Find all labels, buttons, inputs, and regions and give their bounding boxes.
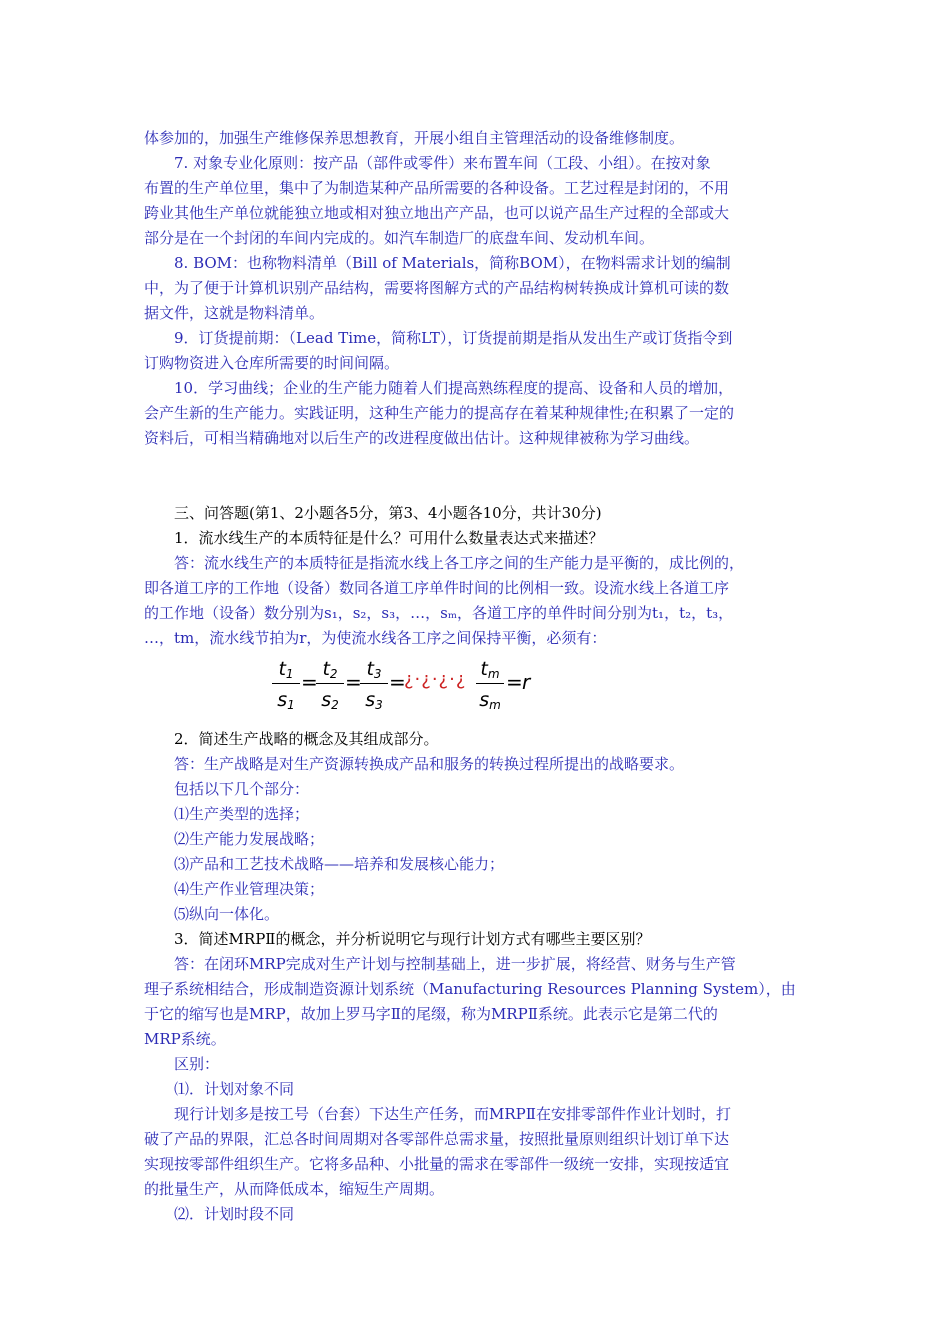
text-line: ⑶产品和工艺技术战略——培养和发展核心能力； xyxy=(174,855,505,873)
text-line: 布置的生产单位里，集中了为制造某种产品所需要的各种设备。工艺过程是封闭的，不用 xyxy=(144,179,730,197)
fraction-t1-s1: $\frac{t_1}{s_1}$ xyxy=(272,655,300,712)
equals-sign: = xyxy=(389,670,406,694)
text-line: ⑵．计划时段不同 xyxy=(174,1205,295,1223)
text-line: MRP系统。 xyxy=(144,1030,226,1048)
text-line: 区别： xyxy=(174,1055,220,1073)
text-line: 据文件，这就是物料清单。 xyxy=(144,304,325,322)
document-page xyxy=(144,126,812,1227)
text-line: 1．流水线生产的本质特征是什么？可用什么数量表达式来描述？ xyxy=(174,529,604,547)
text-line: ⑴．计划对象不同 xyxy=(174,1080,295,1098)
text-line: 10．学习曲线；企业的生产能力随着人们提高熟练程度的提高、设备和人员的增加， xyxy=(174,379,734,397)
text-line: 于它的缩写也是MRP，故加上罗马字Ⅱ的尾缀，称为MRPⅡ系统。此表示它是第二代的 xyxy=(144,1005,718,1023)
text-line: 答：生产战略是对生产资源转换成产品和服务的转换过程所提出的战略要求。 xyxy=(174,755,685,773)
text-line: …，tm，流水线节拍为r，为使流水线各工序之间保持平衡，必须有： xyxy=(144,629,607,647)
text-line: 中，为了便于计算机识别产品结构，需要将图解方式的产品结构树转换成计算机可读的数 xyxy=(144,279,730,297)
text-line: 部分是在一个封闭的车间内完成的。如汽车制造厂的底盘车间、发动机车间。 xyxy=(144,229,655,247)
text-line: 理子系统相结合，形成制造资源计划系统（Manufacturing Resources Planning System），由 xyxy=(144,980,796,998)
fraction-tm-sm: $\frac{t_m}{s_m}$ xyxy=(476,655,504,712)
text-line: ⑸纵向一体化。 xyxy=(174,905,280,923)
equals-sign: = xyxy=(345,670,362,694)
text-line: 即各道工序的工作地（设备）数同各道工序单件时间的比例相一致。设流水线上各道工序 xyxy=(144,579,730,597)
text-line: 3．简述MRPⅡ的概念，并分析说明它与现行计划方式有哪些主要区别？ xyxy=(174,930,651,948)
text-line: 8. BOM：也称物料清单（Bill of Materials，简称BOM），在物料需求计划的编制 xyxy=(174,254,731,272)
text-line: 跨业其他生产单位就能独立地或相对独立地出产产品，也可以说产品生产过程的全部或大 xyxy=(144,204,730,222)
text-line: 现行计划多是按工号（台套）下达生产任务，而MRPⅡ在安排零部件作业计划时，打 xyxy=(174,1105,731,1123)
text-line: 包括以下几个部分： xyxy=(174,780,310,798)
qa-section-part1 xyxy=(144,501,812,651)
text-line: ⑴生产类型的选择； xyxy=(174,805,310,823)
equals-sign: = xyxy=(301,670,318,694)
text-line: ⑵生产能力发展战略； xyxy=(174,830,325,848)
text-line: 订购物资进入仓库所需要的时间间隔。 xyxy=(144,354,400,372)
text-line: 7. 对象专业化原则：按产品（部件或零件）来布置车间（工段、小组）。在按对象 xyxy=(174,154,711,172)
rhs-r: r xyxy=(522,670,531,694)
ellipsis-glyphs: ¿·¿·¿·¿ xyxy=(404,669,467,690)
qa-section-part2 xyxy=(144,727,812,1227)
fraction-t2-s2: $\frac{t_2}{s_2}$ xyxy=(316,655,344,712)
text-line: 体参加的，加强生产维修保养思想教育，开展小组自主管理活动的设备维修制度。 xyxy=(144,129,685,147)
equals-sign: = xyxy=(506,670,523,694)
text-line: ⑷生产作业管理决策； xyxy=(174,880,325,898)
fraction-t3-s3: $\frac{t_3}{s_3}$ xyxy=(360,655,388,712)
text-line: 三、问答题(第1、2小题各5分，第3、4小题各10分，共计30分) xyxy=(174,504,602,522)
text-line: 2．简述生产战略的概念及其组成部分。 xyxy=(174,730,439,748)
balance-formula xyxy=(144,655,812,725)
text-line: 答：流水线生产的本质特征是指流水线上各工序之间的生产能力是平衡的，成比例的， xyxy=(174,554,745,572)
text-line: 的工作地（设备）数分别为s₁，s₂，s₃，…，sₘ，各道工序的单件时间分别为t₁，t₂，t₃， xyxy=(144,604,734,622)
text-line: 的批量生产，从而降低成本，缩短生产周期。 xyxy=(144,1180,445,1198)
text-line: 答：在闭环MRP完成对生产计划与控制基础上，进一步扩展，将经营、财务与生产管 xyxy=(174,955,736,973)
section-gap xyxy=(144,451,812,501)
text-line: 实现按零部件组织生产。它将多品种、小批量的需求在零部件一级统一安排，实现按适宜 xyxy=(144,1155,730,1173)
text-line: 9．订货提前期：（Lead Time，简称LT），订货提前期是指从发出生产或订货指令到 xyxy=(174,329,733,347)
text-line: 破了产品的界限，汇总各时间周期对各零部件总需求量，按照批量原则组织计划订单下达 xyxy=(144,1130,730,1148)
definitions-section xyxy=(144,126,812,451)
text-line: 会产生新的生产能力。实践证明，这种生产能力的提高存在着某种规律性;在积累了一定的 xyxy=(144,404,735,422)
text-line: 资料后，可相当精确地对以后生产的改进程度做出估计。这种规律被称为学习曲线。 xyxy=(144,429,700,447)
